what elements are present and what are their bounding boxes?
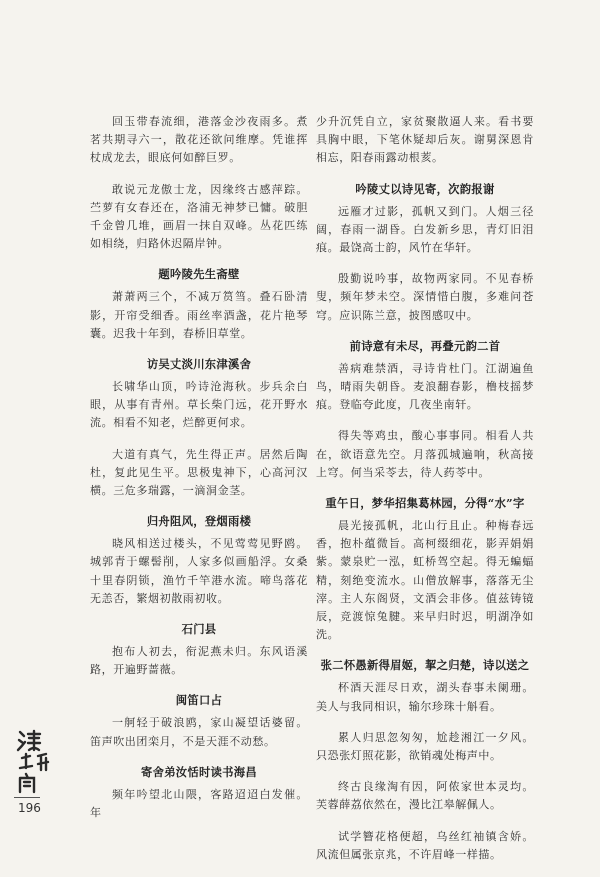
poem-title: 归舟阻风，登烟雨楼 bbox=[146, 514, 252, 529]
poem-paragraph: 少升沉凭自立，家贫聚散逼人来。看书要具胸中眼，下笔休疑却后灰。谢舅深恩肯相忘，阳春雨露动根荄。 bbox=[316, 115, 534, 165]
poem-paragraph: 长啸华山顶，吟诗沧海秋。步兵余白眼，从事有青州。草长柴门远，花开野水流。相看不知老，烂醉更何求。 bbox=[90, 380, 308, 430]
poem-paragraph: 一舸轻于破浪鸥，家山凝望话婆留。笛声吹出团栾月，不是天涯不动愁。 bbox=[90, 716, 308, 748]
poem-paragraph: 大道有真气，先生得正声。居然后陶杜，复此见生平。思极鬼神下，心高河汉横。三危多瑞露，一滴洞金茎。 bbox=[90, 447, 308, 498]
poem-paragraph: 得失等鸡虫，酸心事事同。相看人共在，欲语意先空。月落孤城遍响，秋高接上穹。何当采苓去，待人药苓中。 bbox=[316, 429, 534, 479]
poem-title: 石门县 bbox=[181, 622, 217, 637]
poem-title: 题吟陵先生斋壁 bbox=[158, 267, 240, 282]
footer-rule bbox=[14, 797, 40, 798]
poem-paragraph: 累人归思忽匆匆，尬趁湘江一夕风。只恐张灯照花影，欲销魂处梅声中。 bbox=[316, 730, 534, 763]
left-column bbox=[90, 113, 308, 835]
calligraphy-logo bbox=[14, 728, 74, 798]
poem-title: 重午日，梦华招集葛林园，分得“水”字 bbox=[325, 496, 525, 511]
poem-title: 闽笛口占 bbox=[175, 693, 223, 708]
poem-paragraph: 频年吟望北山隈，客路迢迢白发催。年 bbox=[90, 787, 308, 820]
poem-paragraph: 终古良缘淘有因，阿侬家世本灵均。芙蓉薛荔依然在，漫比江皋解佩人。 bbox=[316, 780, 534, 812]
poem-paragraph: 敢说元龙傲士龙，因缘终古感萍踪。苎萝有女春还在，洛浦无神梦已慵。破胆千金曾几堆，画眉一抹自双峰。丛花匹练如相绕，归路休迟隔岸钟。 bbox=[90, 182, 308, 251]
poem-paragraph: 抱布人初去，衔泥燕未归。东风语溪路，开遍野蔷薇。 bbox=[90, 645, 308, 677]
poem-title: 前诗意有未尽，再叠元韵二首 bbox=[349, 338, 501, 353]
poem-paragraph: 殷勤说吟事，故物两家同。不见春桥叟，频年梦未空。深情惜白腹，多难问苍穹。应识陈兰意，披图感叹中。 bbox=[316, 272, 534, 322]
poem-paragraph: 萧萧两三个，不减万筼筜。叠石卧清影，开帘受细香。雨丝率酒盏，花片艳琴囊。迟我十年到，春桥旧草堂。 bbox=[90, 290, 308, 340]
poem-paragraph: 晨光接孤帆，北山行且止。种梅春远香，抱朴蕴微旨。高柯缀细花，影弄娟娟紫。蒙泉贮一泓，虹桥驾空起。得无蝙蝠精，刻绝变流水。山僧放解事，落落无尘滓。主人东阁贤，文酒会非侈。值兹铸镜辰，竞渡惊兔腱。来早归时迟，明湖净如洗。 bbox=[316, 519, 534, 642]
poem-paragraph: 善病难禁酒，寻诗肯杜门。江湖遍鱼鸟，晴雨失朝昏。麦浪翻春影，橹枝摇梦痕。登临夸此度，几夜坐南轩。 bbox=[316, 361, 534, 412]
poem-title: 访吴丈淡川东津溪舍 bbox=[146, 357, 252, 372]
poem-title: 吟陵丈以诗见寄，次韵报谢 bbox=[355, 181, 495, 196]
poem-paragraph: 晓风相送过楼头，不见莺莺见野鸥。城郭青于螺髻削，人家多似画船浮。女桑十里春阴锁，渔竹千竿港水流。啼鸟落花无恙否，繁烟初散雨初收。 bbox=[90, 537, 308, 605]
right-column bbox=[316, 113, 534, 877]
poem-paragraph: 远雁才过影，孤帆又到门。人烟三径阔，春雨一湖昏。白发新乡思，青灯旧泪痕。最饶高士韵，风竹在华轩。 bbox=[316, 204, 534, 255]
poem-paragraph: 试学簪花格便超，乌丝红袖镇含娇。风流但属张京兆，不许眉峰一样描。 bbox=[316, 829, 534, 861]
poem-paragraph: 回玉带春流细，港落金沙夜雨多。煮茗共期寻六一，散花还欲问维摩。凭谁挥杖成龙去，眼底何如醉巨罗。 bbox=[90, 115, 308, 165]
page-number: 196 bbox=[18, 801, 41, 815]
poem-title: 寄舍弟汝恬时读书海昌 bbox=[141, 764, 257, 779]
poem-title: 张二怀愚新得眉姬，挈之归楚，诗以送之 bbox=[320, 658, 530, 673]
poem-paragraph: 杯酒天涯尽日欢，湖头春事未阑珊。美人与我同相识，输尔珍珠十斛看。 bbox=[316, 681, 534, 713]
